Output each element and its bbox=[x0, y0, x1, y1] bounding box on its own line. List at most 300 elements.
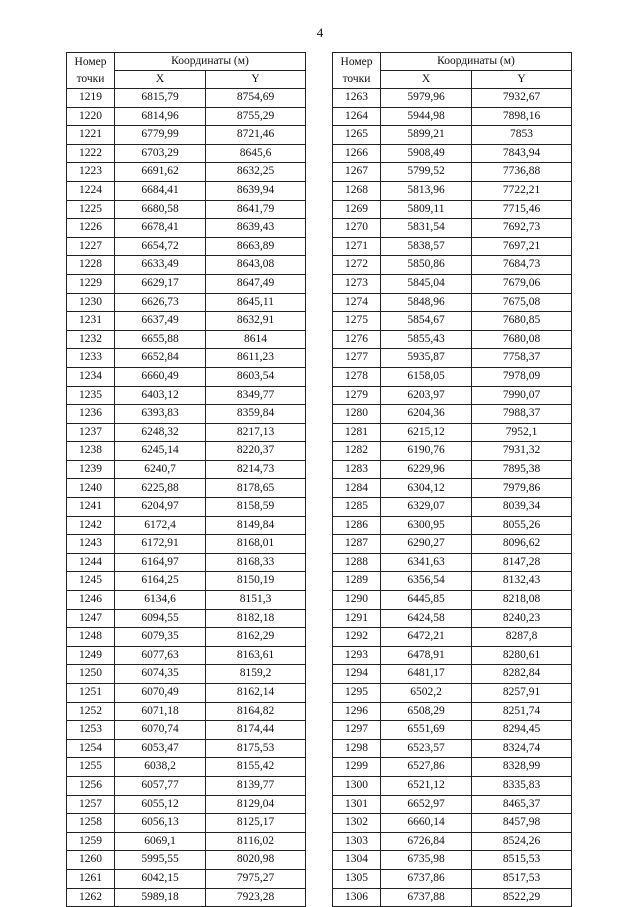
x-coordinate-cell: 6478,91 bbox=[381, 646, 472, 665]
point-number-cell: 1283 bbox=[333, 460, 381, 479]
x-coordinate-cell: 6660,49 bbox=[115, 367, 206, 386]
y-coordinate-cell: 8324,74 bbox=[472, 739, 572, 758]
y-coordinate-cell: 8168,33 bbox=[206, 553, 306, 572]
x-coordinate-cell: 6356,54 bbox=[381, 572, 472, 591]
table-row bbox=[67, 367, 306, 386]
page-number: 4 bbox=[316, 25, 324, 40]
point-number-cell: 1300 bbox=[333, 776, 381, 795]
table-row bbox=[333, 200, 572, 219]
table-row bbox=[333, 442, 572, 461]
x-coordinate-cell: 5944,98 bbox=[381, 107, 472, 126]
table-row bbox=[333, 572, 572, 591]
y-coordinate-cell: 8139,77 bbox=[206, 776, 306, 795]
y-coordinate-cell: 8515,53 bbox=[472, 851, 572, 870]
point-number-cell: 1253 bbox=[67, 721, 115, 740]
table-row bbox=[67, 107, 306, 126]
x-coordinate-cell: 6629,17 bbox=[115, 274, 206, 293]
table-row bbox=[67, 572, 306, 591]
y-coordinate-cell: 8125,17 bbox=[206, 814, 306, 833]
table-row bbox=[333, 386, 572, 405]
x-column-header: X bbox=[115, 71, 206, 89]
table-row bbox=[67, 479, 306, 498]
table-row bbox=[67, 721, 306, 740]
y-coordinate-cell: 7736,88 bbox=[472, 163, 572, 182]
point-number-cell: 1263 bbox=[333, 89, 381, 108]
y-coordinate-cell: 8349,77 bbox=[206, 386, 306, 405]
y-coordinate-cell: 8524,26 bbox=[472, 832, 572, 851]
point-number-cell: 1270 bbox=[333, 219, 381, 238]
y-coordinate-cell: 8522,29 bbox=[472, 888, 572, 907]
point-number-cell: 1256 bbox=[67, 776, 115, 795]
table-body bbox=[333, 89, 572, 907]
point-number-cell: 1244 bbox=[67, 553, 115, 572]
point-number-header-line1: Номер bbox=[74, 55, 107, 68]
coordinates-table-left bbox=[66, 52, 306, 907]
y-coordinate-cell: 8240,23 bbox=[472, 609, 572, 628]
y-coordinate-cell: 8517,53 bbox=[472, 869, 572, 888]
point-number-cell: 1297 bbox=[333, 721, 381, 740]
table-row bbox=[67, 665, 306, 684]
point-number-cell: 1226 bbox=[67, 219, 115, 238]
table-row bbox=[333, 553, 572, 572]
y-coordinate-cell: 8645,6 bbox=[206, 144, 306, 163]
x-coordinate-cell: 6329,07 bbox=[381, 498, 472, 517]
x-coordinate-cell: 6424,58 bbox=[381, 609, 472, 628]
y-coordinate-cell: 8721,46 bbox=[206, 126, 306, 145]
table-row bbox=[333, 349, 572, 368]
x-coordinate-cell: 5995,55 bbox=[115, 851, 206, 870]
y-coordinate-cell: 7675,08 bbox=[472, 293, 572, 312]
x-coordinate-cell: 6654,72 bbox=[115, 237, 206, 256]
y-coordinate-cell: 8647,49 bbox=[206, 274, 306, 293]
point-number-cell: 1284 bbox=[333, 479, 381, 498]
table-row bbox=[67, 293, 306, 312]
y-coordinate-cell: 7680,08 bbox=[472, 330, 572, 349]
y-coordinate-cell: 7990,07 bbox=[472, 386, 572, 405]
point-number-cell: 1225 bbox=[67, 200, 115, 219]
point-number-cell: 1286 bbox=[333, 516, 381, 535]
point-number-cell: 1240 bbox=[67, 479, 115, 498]
x-coordinate-cell: 6652,84 bbox=[115, 349, 206, 368]
x-coordinate-cell: 6652,97 bbox=[381, 795, 472, 814]
x-coordinate-cell: 6074,35 bbox=[115, 665, 206, 684]
point-number-cell: 1291 bbox=[333, 609, 381, 628]
table-row bbox=[67, 349, 306, 368]
point-number-cell: 1294 bbox=[333, 665, 381, 684]
y-coordinate-cell: 8168,01 bbox=[206, 535, 306, 554]
point-number-cell: 1228 bbox=[67, 256, 115, 275]
y-coordinate-cell: 7932,67 bbox=[472, 89, 572, 108]
table-row bbox=[333, 776, 572, 795]
y-coordinate-cell: 7697,21 bbox=[472, 237, 572, 256]
y-coordinate-cell: 8328,99 bbox=[472, 758, 572, 777]
x-coordinate-cell: 6403,12 bbox=[115, 386, 206, 405]
x-coordinate-cell: 6472,21 bbox=[381, 628, 472, 647]
point-number-cell: 1272 bbox=[333, 256, 381, 275]
y-coordinate-cell: 7722,21 bbox=[472, 181, 572, 200]
x-coordinate-cell: 5979,96 bbox=[381, 89, 472, 108]
x-coordinate-cell: 6158,05 bbox=[381, 367, 472, 386]
x-coordinate-cell: 5908,49 bbox=[381, 144, 472, 163]
point-number-cell: 1255 bbox=[67, 758, 115, 777]
point-number-cell: 1259 bbox=[67, 832, 115, 851]
x-coordinate-cell: 6056,13 bbox=[115, 814, 206, 833]
y-coordinate-cell: 8251,74 bbox=[472, 702, 572, 721]
point-number-cell: 1288 bbox=[333, 553, 381, 572]
x-coordinate-cell: 6069,1 bbox=[115, 832, 206, 851]
table-row bbox=[333, 219, 572, 238]
point-number-cell: 1287 bbox=[333, 535, 381, 554]
y-coordinate-cell: 7895,38 bbox=[472, 460, 572, 479]
point-number-cell: 1223 bbox=[67, 163, 115, 182]
point-number-cell: 1267 bbox=[333, 163, 381, 182]
point-number-cell: 1231 bbox=[67, 312, 115, 331]
point-number-cell: 1221 bbox=[67, 126, 115, 145]
x-coordinate-cell: 6341,63 bbox=[381, 553, 472, 572]
table-row bbox=[333, 163, 572, 182]
point-number-cell: 1304 bbox=[333, 851, 381, 870]
point-number-cell: 1265 bbox=[333, 126, 381, 145]
table-row bbox=[67, 832, 306, 851]
table-row bbox=[67, 553, 306, 572]
table-row bbox=[67, 869, 306, 888]
x-coordinate-cell: 6057,77 bbox=[115, 776, 206, 795]
x-coordinate-cell: 6077,63 bbox=[115, 646, 206, 665]
table-row bbox=[67, 684, 306, 703]
x-coordinate-cell: 6248,32 bbox=[115, 423, 206, 442]
y-coordinate-cell: 8178,65 bbox=[206, 479, 306, 498]
y-coordinate-cell: 8159,2 bbox=[206, 665, 306, 684]
table-row bbox=[67, 646, 306, 665]
y-coordinate-cell: 8643,08 bbox=[206, 256, 306, 275]
point-number-cell: 1250 bbox=[67, 665, 115, 684]
x-coordinate-cell: 5850,86 bbox=[381, 256, 472, 275]
x-coordinate-cell: 6737,88 bbox=[381, 888, 472, 907]
point-number-cell: 1242 bbox=[67, 516, 115, 535]
point-number-cell: 1280 bbox=[333, 405, 381, 424]
table-row bbox=[333, 684, 572, 703]
y-coordinate-cell: 7898,16 bbox=[472, 107, 572, 126]
x-coordinate-cell: 6079,35 bbox=[115, 628, 206, 647]
point-number-cell: 1235 bbox=[67, 386, 115, 405]
x-coordinate-cell: 5989,18 bbox=[115, 888, 206, 907]
point-number-cell: 1274 bbox=[333, 293, 381, 312]
x-coordinate-cell: 6737,86 bbox=[381, 869, 472, 888]
point-number-cell: 1229 bbox=[67, 274, 115, 293]
coordinates-header: Координаты (м) bbox=[381, 53, 572, 71]
point-number-header bbox=[67, 53, 115, 89]
x-coordinate-cell: 6215,12 bbox=[381, 423, 472, 442]
point-number-cell: 1230 bbox=[67, 293, 115, 312]
point-number-cell: 1296 bbox=[333, 702, 381, 721]
coordinates-header: Координаты (м) bbox=[115, 53, 306, 71]
point-number-cell: 1295 bbox=[333, 684, 381, 703]
table-row bbox=[333, 888, 572, 907]
y-coordinate-cell: 7952,1 bbox=[472, 423, 572, 442]
point-number-cell: 1285 bbox=[333, 498, 381, 517]
x-coordinate-cell: 6633,49 bbox=[115, 256, 206, 275]
y-coordinate-cell: 8663,89 bbox=[206, 237, 306, 256]
table-row bbox=[333, 814, 572, 833]
y-coordinate-cell: 8632,91 bbox=[206, 312, 306, 331]
x-coordinate-cell: 6070,49 bbox=[115, 684, 206, 703]
y-coordinate-cell: 8641,79 bbox=[206, 200, 306, 219]
point-number-cell: 1241 bbox=[67, 498, 115, 517]
x-coordinate-cell: 6445,85 bbox=[381, 591, 472, 610]
x-coordinate-cell: 6691,62 bbox=[115, 163, 206, 182]
x-coordinate-cell: 6680,58 bbox=[115, 200, 206, 219]
y-coordinate-cell: 8280,61 bbox=[472, 646, 572, 665]
table-row bbox=[333, 665, 572, 684]
table-row bbox=[333, 367, 572, 386]
table-row bbox=[333, 479, 572, 498]
table-row bbox=[67, 776, 306, 795]
y-coordinate-cell: 7853 bbox=[472, 126, 572, 145]
table-row bbox=[67, 442, 306, 461]
point-number-cell: 1219 bbox=[67, 89, 115, 108]
y-coordinate-cell: 8162,29 bbox=[206, 628, 306, 647]
point-number-cell: 1245 bbox=[67, 572, 115, 591]
y-coordinate-cell: 7684,73 bbox=[472, 256, 572, 275]
point-number-cell: 1303 bbox=[333, 832, 381, 851]
table-row bbox=[67, 237, 306, 256]
point-number-cell: 1301 bbox=[333, 795, 381, 814]
x-coordinate-cell: 6203,97 bbox=[381, 386, 472, 405]
x-coordinate-cell: 6055,12 bbox=[115, 795, 206, 814]
point-number-cell: 1236 bbox=[67, 405, 115, 424]
point-number-header bbox=[333, 53, 381, 89]
table-row bbox=[333, 405, 572, 424]
point-number-cell: 1302 bbox=[333, 814, 381, 833]
y-coordinate-cell: 8754,69 bbox=[206, 89, 306, 108]
table-row bbox=[67, 628, 306, 647]
x-coordinate-cell: 6053,47 bbox=[115, 739, 206, 758]
table-row bbox=[67, 851, 306, 870]
x-coordinate-cell: 6815,79 bbox=[115, 89, 206, 108]
point-number-cell: 1260 bbox=[67, 851, 115, 870]
table-row bbox=[67, 460, 306, 479]
x-coordinate-cell: 6094,55 bbox=[115, 609, 206, 628]
table-row bbox=[333, 758, 572, 777]
table-row bbox=[333, 591, 572, 610]
x-coordinate-cell: 6229,96 bbox=[381, 460, 472, 479]
y-coordinate-cell: 8611,23 bbox=[206, 349, 306, 368]
x-coordinate-cell: 6393,83 bbox=[115, 405, 206, 424]
point-number-cell: 1261 bbox=[67, 869, 115, 888]
point-number-cell: 1222 bbox=[67, 144, 115, 163]
x-coordinate-cell: 6502,2 bbox=[381, 684, 472, 703]
point-number-cell: 1224 bbox=[67, 181, 115, 200]
y-coordinate-cell: 7692,73 bbox=[472, 219, 572, 238]
table-row bbox=[67, 609, 306, 628]
table-row bbox=[67, 163, 306, 182]
y-coordinate-cell: 8039,34 bbox=[472, 498, 572, 517]
point-number-cell: 1254 bbox=[67, 739, 115, 758]
y-coordinate-cell: 8163,61 bbox=[206, 646, 306, 665]
y-column-header: Y bbox=[206, 71, 306, 89]
point-number-header-line2: точки bbox=[76, 72, 105, 85]
table-row bbox=[67, 888, 306, 907]
point-number-cell: 1239 bbox=[67, 460, 115, 479]
x-coordinate-cell: 6164,25 bbox=[115, 572, 206, 591]
x-coordinate-cell: 6245,14 bbox=[115, 442, 206, 461]
table-row bbox=[333, 795, 572, 814]
point-number-cell: 1252 bbox=[67, 702, 115, 721]
table-row bbox=[333, 516, 572, 535]
x-coordinate-cell: 6626,73 bbox=[115, 293, 206, 312]
table-row bbox=[333, 89, 572, 108]
table-row bbox=[67, 739, 306, 758]
x-coordinate-cell: 6703,29 bbox=[115, 144, 206, 163]
y-coordinate-cell: 8257,91 bbox=[472, 684, 572, 703]
y-coordinate-cell: 7975,27 bbox=[206, 869, 306, 888]
point-number-cell: 1243 bbox=[67, 535, 115, 554]
x-coordinate-cell: 5845,04 bbox=[381, 274, 472, 293]
y-coordinate-cell: 7680,85 bbox=[472, 312, 572, 331]
table-row bbox=[67, 126, 306, 145]
table-row bbox=[67, 405, 306, 424]
y-coordinate-cell: 8151,3 bbox=[206, 591, 306, 610]
point-number-cell: 1227 bbox=[67, 237, 115, 256]
point-number-header-line1: Номер bbox=[340, 55, 373, 68]
table-row bbox=[333, 869, 572, 888]
point-number-cell: 1269 bbox=[333, 200, 381, 219]
y-coordinate-cell: 8335,83 bbox=[472, 776, 572, 795]
x-coordinate-cell: 6038,2 bbox=[115, 758, 206, 777]
point-number-cell: 1237 bbox=[67, 423, 115, 442]
point-number-cell: 1273 bbox=[333, 274, 381, 293]
y-coordinate-cell: 8147,28 bbox=[472, 553, 572, 572]
point-number-header-line2: точки bbox=[342, 72, 371, 85]
table-row bbox=[333, 832, 572, 851]
y-coordinate-cell: 8096,62 bbox=[472, 535, 572, 554]
y-coordinate-cell: 8155,42 bbox=[206, 758, 306, 777]
point-number-cell: 1262 bbox=[67, 888, 115, 907]
point-number-cell: 1277 bbox=[333, 349, 381, 368]
y-coordinate-cell: 7931,32 bbox=[472, 442, 572, 461]
x-coordinate-cell: 6071,18 bbox=[115, 702, 206, 721]
table-row bbox=[333, 628, 572, 647]
table-row bbox=[333, 107, 572, 126]
y-coordinate-cell: 8755,29 bbox=[206, 107, 306, 126]
table-row bbox=[67, 181, 306, 200]
x-coordinate-cell: 6304,12 bbox=[381, 479, 472, 498]
x-coordinate-cell: 6172,91 bbox=[115, 535, 206, 554]
x-coordinate-cell: 6070,74 bbox=[115, 721, 206, 740]
x-coordinate-cell: 6204,36 bbox=[381, 405, 472, 424]
point-number-cell: 1292 bbox=[333, 628, 381, 647]
x-coordinate-cell: 6481,17 bbox=[381, 665, 472, 684]
y-coordinate-cell: 8182,18 bbox=[206, 609, 306, 628]
y-coordinate-cell: 8645,11 bbox=[206, 293, 306, 312]
table-row bbox=[67, 591, 306, 610]
table-row bbox=[333, 312, 572, 331]
table-body bbox=[67, 89, 306, 907]
point-number-cell: 1258 bbox=[67, 814, 115, 833]
x-column-header: X bbox=[381, 71, 472, 89]
point-number-cell: 1233 bbox=[67, 349, 115, 368]
x-coordinate-cell: 6779,99 bbox=[115, 126, 206, 145]
x-coordinate-cell: 6521,12 bbox=[381, 776, 472, 795]
table-row bbox=[333, 126, 572, 145]
point-number-cell: 1266 bbox=[333, 144, 381, 163]
table-row bbox=[333, 851, 572, 870]
point-number-cell: 1234 bbox=[67, 367, 115, 386]
point-number-cell: 1293 bbox=[333, 646, 381, 665]
point-number-cell: 1278 bbox=[333, 367, 381, 386]
table-row bbox=[67, 144, 306, 163]
y-coordinate-cell: 8639,94 bbox=[206, 181, 306, 200]
point-number-cell: 1248 bbox=[67, 628, 115, 647]
table-row bbox=[67, 312, 306, 331]
x-coordinate-cell: 6164,97 bbox=[115, 553, 206, 572]
y-coordinate-cell: 8116,02 bbox=[206, 832, 306, 851]
y-coordinate-cell: 8282,84 bbox=[472, 665, 572, 684]
x-coordinate-cell: 6042,15 bbox=[115, 869, 206, 888]
point-number-cell: 1279 bbox=[333, 386, 381, 405]
point-number-cell: 1264 bbox=[333, 107, 381, 126]
x-coordinate-cell: 6527,86 bbox=[381, 758, 472, 777]
y-coordinate-cell: 7843,94 bbox=[472, 144, 572, 163]
y-coordinate-cell: 8020,98 bbox=[206, 851, 306, 870]
x-coordinate-cell: 5854,67 bbox=[381, 312, 472, 331]
y-coordinate-cell: 7988,37 bbox=[472, 405, 572, 424]
y-coordinate-cell: 7758,37 bbox=[472, 349, 572, 368]
point-number-cell: 1257 bbox=[67, 795, 115, 814]
table-row bbox=[333, 739, 572, 758]
x-coordinate-cell: 6660,14 bbox=[381, 814, 472, 833]
x-coordinate-cell: 6225,88 bbox=[115, 479, 206, 498]
table-row bbox=[67, 702, 306, 721]
table-row bbox=[67, 498, 306, 517]
y-coordinate-cell: 8218,08 bbox=[472, 591, 572, 610]
point-number-cell: 1299 bbox=[333, 758, 381, 777]
y-coordinate-cell: 8174,44 bbox=[206, 721, 306, 740]
x-coordinate-cell: 6508,29 bbox=[381, 702, 472, 721]
y-coordinate-cell: 8162,14 bbox=[206, 684, 306, 703]
point-number-cell: 1268 bbox=[333, 181, 381, 200]
x-coordinate-cell: 6172,4 bbox=[115, 516, 206, 535]
x-coordinate-cell: 5935,87 bbox=[381, 349, 472, 368]
table-row bbox=[333, 293, 572, 312]
y-coordinate-cell: 8465,37 bbox=[472, 795, 572, 814]
table-row bbox=[67, 89, 306, 108]
y-coordinate-cell: 8132,43 bbox=[472, 572, 572, 591]
y-coordinate-cell: 8294,45 bbox=[472, 721, 572, 740]
point-number-cell: 1246 bbox=[67, 591, 115, 610]
y-coordinate-cell: 8158,59 bbox=[206, 498, 306, 517]
table-row bbox=[67, 795, 306, 814]
point-number-cell: 1282 bbox=[333, 442, 381, 461]
table-row bbox=[333, 498, 572, 517]
table-row bbox=[333, 330, 572, 349]
point-number-cell: 1305 bbox=[333, 869, 381, 888]
y-coordinate-cell: 8457,98 bbox=[472, 814, 572, 833]
x-coordinate-cell: 6678,41 bbox=[115, 219, 206, 238]
table-row bbox=[67, 516, 306, 535]
table-row bbox=[333, 144, 572, 163]
y-coordinate-cell: 8603,54 bbox=[206, 367, 306, 386]
table-row bbox=[333, 646, 572, 665]
x-coordinate-cell: 5848,96 bbox=[381, 293, 472, 312]
table-row bbox=[67, 200, 306, 219]
table-row bbox=[333, 535, 572, 554]
y-coordinate-cell: 8149,84 bbox=[206, 516, 306, 535]
x-coordinate-cell: 5809,11 bbox=[381, 200, 472, 219]
point-number-cell: 1306 bbox=[333, 888, 381, 907]
table-row bbox=[333, 721, 572, 740]
point-number-cell: 1251 bbox=[67, 684, 115, 703]
